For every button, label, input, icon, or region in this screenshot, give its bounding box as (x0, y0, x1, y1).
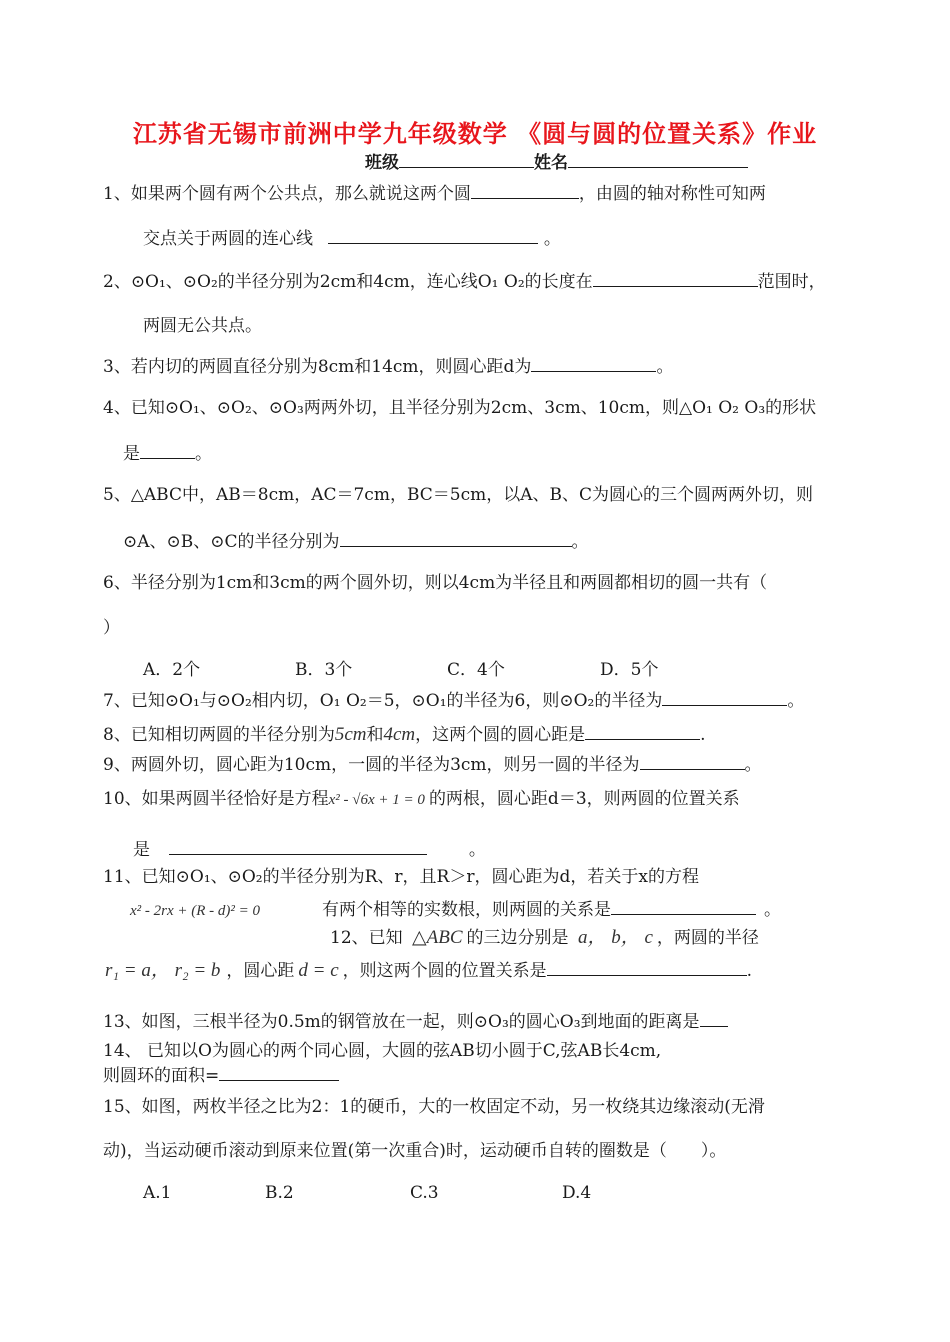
question-11-text: 11、已知⊙O₁、⊙O₂的半径分别为R、r，且R＞r，圆心距为d，若关于x的方程 (103, 867, 699, 887)
question-4-line-1 (103, 397, 816, 419)
question-8-text: 8、已知相切两圆的半径分别为 (103, 725, 335, 745)
question-10-text-3: 是 (133, 840, 150, 860)
question-14-text: 14、 已知以O为圆心的两个同心圆，大圆的弦AB切小圆于C,弦AB长4cm, (103, 1041, 662, 1061)
question-14-line-2 (103, 1064, 339, 1087)
question-8-radius-2: 4cm (383, 724, 416, 745)
question-9-text-2: 。 (744, 755, 762, 775)
question-15-option-c[interactable]: C.3 (410, 1183, 439, 1203)
question-8-radius-1: 5cm (334, 724, 367, 745)
question-1-text-4: 。 (543, 229, 561, 249)
question-8-blank[interactable] (585, 723, 700, 740)
question-1-text-2: ，由圆的轴对称性可知两 (578, 184, 766, 204)
question-3-text: 3、若内切的两圆直径分别为8cm和14cm，则圆心距d为 (103, 357, 532, 377)
question-13-text: 13、如图，三根半径为0.5m的钢管放在一起，则⊙O₃的圆心O₃到地面的距离是 (103, 1012, 700, 1032)
question-15-option-a[interactable]: A.1 (143, 1183, 172, 1203)
question-11-text-2: 有两个相等的实数根，则两圆的关系是 (322, 900, 611, 920)
question-4-text-2: 是 (123, 444, 140, 464)
question-14-line-1 (103, 1040, 661, 1062)
class-label: 班级 (365, 153, 399, 173)
question-6-line-2 (103, 617, 120, 639)
question-6-line-1 (103, 572, 767, 594)
question-14-text-2: 则圆环的面积= (103, 1066, 220, 1086)
question-12-distance: d = c (298, 960, 339, 981)
question-2-line-2 (143, 315, 262, 337)
question-11-line-1 (103, 866, 699, 888)
question-10-line-2 (133, 838, 486, 861)
question-10-text: 10、如果两圆半径恰好是方程 (103, 789, 329, 809)
question-15-option-d[interactable]: D.4 (562, 1183, 592, 1203)
question-12-text-6: . (746, 961, 753, 981)
question-5-text-2: ⊙A、⊙B、⊙C的半径分别为 (123, 532, 340, 552)
question-4-text-3: 。 (195, 444, 212, 464)
question-11-equation: x² - 2rx + (R - d)² = 0 (130, 903, 261, 919)
question-3-blank[interactable] (531, 355, 656, 372)
question-1-blank-2[interactable] (328, 227, 538, 244)
question-15-option-b[interactable]: B.2 (265, 1183, 294, 1203)
question-7-text-2: 。 (787, 691, 805, 711)
question-12-text-5: ，则这两个圆的位置关系是 (342, 961, 547, 981)
question-9-text: 9、两圆外切，圆心距为10cm，一圆的半径为3cm，则另一圆的半径为 (103, 755, 640, 775)
question-5-text: 5、△ABC中，AB＝8cm，AC＝7cm，BC＝5cm，以A、B、C为圆心的三个圆两两外切，则 (103, 485, 813, 505)
question-10-blank[interactable] (169, 838, 427, 855)
question-4-blank[interactable] (140, 442, 195, 459)
question-10-text-4: 。 (468, 840, 486, 860)
question-5-text-3: 。 (571, 532, 589, 552)
question-11-blank[interactable] (611, 898, 756, 915)
question-1-line-1 (103, 182, 766, 205)
question-4-text: 4、已知⊙O₁、⊙O₂、⊙O₃两两外切，且半径分别为2cm、3cm、10cm，则△O₁ O₂ O₃的形状 (103, 398, 817, 418)
question-10-line-1 (103, 788, 740, 811)
question-12-triangle: △ABC (412, 927, 463, 948)
question-8-text-3: . (700, 725, 706, 745)
question-1-blank-1[interactable] (471, 182, 579, 199)
question-6-text-2: ） (103, 618, 120, 638)
question-7-text: 7、已知⊙O₁与⊙O₂相内切，O₁ O₂＝5，⊙O₁的半径为6，则⊙O₂的半径为 (103, 691, 663, 711)
question-15-line-1 (103, 1096, 765, 1118)
question-1-text: 1、如果两个圆有两个公共点，那么就说这两个圆 (103, 184, 471, 204)
class-field[interactable] (399, 151, 534, 168)
question-6-option-b[interactable]: B．3个 (295, 660, 353, 680)
question-12-text-3: ，两圆的半径 (656, 928, 759, 948)
question-15-text-2: 动)，当运动硬币滚动到原来位置(第一次重合)时，运动硬币自转的圈数是（ ）。 (103, 1141, 727, 1161)
question-12-line-2 (105, 959, 752, 982)
question-3-line (103, 355, 673, 378)
question-7-blank[interactable] (662, 689, 787, 706)
question-9-line (103, 753, 762, 776)
question-6-option-d[interactable]: D．5个 (600, 660, 659, 680)
question-14-blank[interactable] (219, 1064, 339, 1081)
question-6-option-c[interactable]: C．4个 (447, 660, 505, 680)
question-12-text-2: 的三边分别是 (466, 928, 569, 948)
question-4-line-2 (123, 442, 212, 465)
question-8-line (103, 723, 706, 746)
question-1-line-2 (143, 227, 561, 250)
question-10-equation: x² - √6x + 1 = 0 (328, 792, 425, 808)
question-7-line (103, 689, 804, 712)
question-6-option-a[interactable]: A．2个 (143, 660, 201, 680)
question-12-radii: r₁ = a， r₂ = b (105, 960, 221, 981)
name-label: 姓名 (534, 153, 568, 173)
header-fields (365, 151, 748, 174)
question-5-blank[interactable] (340, 530, 572, 547)
question-12-text: 12、已知 (330, 928, 403, 948)
question-12-sides: a， b， c (577, 927, 653, 948)
question-10-text-2: 的两根，圆心距d＝3，则两圆的位置关系 (428, 789, 740, 809)
question-1-text-3: 交点关于两圆的连心线 (143, 229, 313, 249)
question-2-text: 2、⊙O₁、⊙O₂的半径分别为2cm和4cm，连心线O₁ O₂的长度在 (103, 272, 593, 292)
name-field[interactable] (568, 151, 748, 168)
question-5-line-1 (103, 484, 813, 506)
question-11-line-2 (130, 898, 781, 922)
question-13-line (103, 1010, 728, 1033)
question-8-text-2: ，这两个圆的圆心距是 (415, 725, 586, 745)
question-15-text: 15、如图，两枚半径之比为2：1的硬币，大的一枚固定不动，另一枚绕其边缘滚动(无滑 (103, 1097, 765, 1117)
question-6-text: 6、半径分别为1cm和3cm的两个圆外切，则以4cm为半径且和两圆都相切的圆一共有（ (103, 573, 768, 593)
question-2-text-3: 两圆无公共点。 (143, 316, 262, 336)
question-15-line-2 (103, 1140, 726, 1162)
question-8-and: 和 (366, 725, 384, 745)
question-13-blank[interactable] (700, 1010, 728, 1027)
question-3-text-2: 。 (656, 357, 674, 377)
question-12-line-1 (330, 927, 759, 949)
question-12-text-4: ，圆心距 (226, 961, 295, 981)
question-2-line-1 (103, 270, 826, 293)
question-9-blank[interactable] (640, 753, 745, 770)
question-2-text-2: 范围时， (757, 272, 826, 292)
question-2-blank[interactable] (593, 270, 758, 287)
question-5-line-2 (123, 530, 589, 553)
question-11-text-3: 。 (764, 900, 781, 920)
page-title: 江苏省无锡市前洲中学九年级数学 《圆与圆的位置关系》作业 (132, 120, 818, 148)
question-12-blank[interactable] (547, 959, 747, 976)
